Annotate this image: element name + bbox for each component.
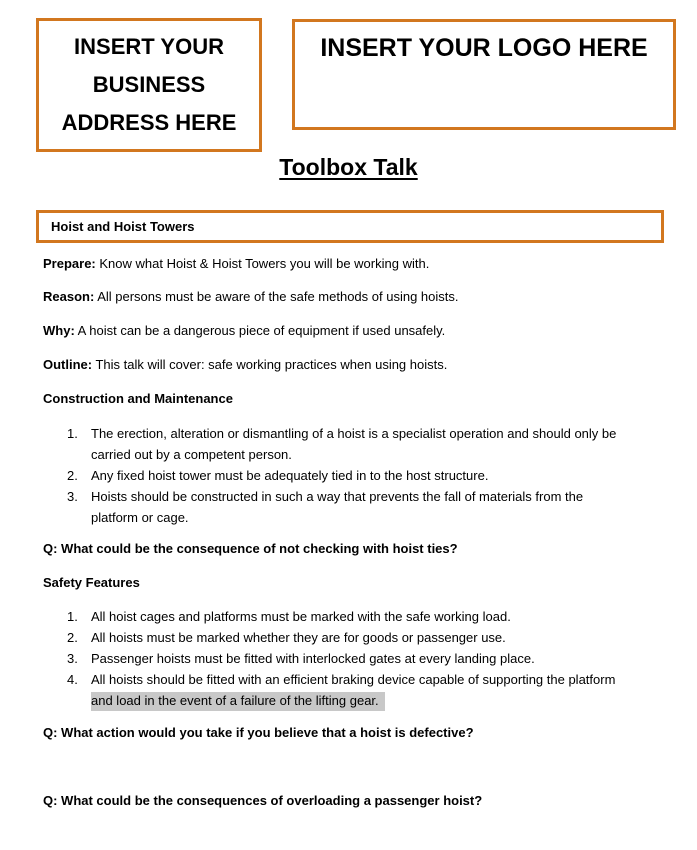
address-line: ADDRESS HERE xyxy=(61,110,237,135)
document-title: Toolbox Talk xyxy=(279,154,418,180)
highlighted-text: and load in the event of a failure of the lifting gear. xyxy=(91,692,385,711)
paragraph-text: All persons must be aware of the safe methods of using hoists. xyxy=(94,289,459,304)
list-item xyxy=(43,627,653,648)
list-number: 2. xyxy=(67,630,78,645)
list-item xyxy=(43,606,653,627)
section-heading-construction: Construction and Maintenance xyxy=(43,391,233,406)
list-number: 1. xyxy=(67,609,78,624)
list-item-text: All hoist cages and platforms must be marked with the safe working load. xyxy=(91,609,511,624)
logo-placeholder-text: INSERT YOUR LOGO HERE xyxy=(320,34,648,62)
paragraph-text: A hoist can be a dangerous piece of equipment if used unsafely. xyxy=(74,323,446,338)
list-item xyxy=(43,486,653,528)
list-item-text: All hoists should be fitted with an efficient braking device capable of supporting the platform xyxy=(91,672,616,687)
address-line: BUSINESS xyxy=(92,72,206,97)
document-title-row xyxy=(0,154,697,181)
question-overloading: Q: What could be the consequences of overloading a passenger hoist? xyxy=(43,793,483,808)
list-item xyxy=(43,669,653,711)
logo-placeholder-box xyxy=(292,19,676,130)
list-number: 3. xyxy=(67,651,78,666)
list-item-text: Passenger hoists must be fitted with interlocked gates at every landing place. xyxy=(91,651,535,666)
business-address-box xyxy=(36,18,262,152)
paragraph-text: This talk will cover: safe working practices when using hoists. xyxy=(92,357,448,372)
list-number: 1. xyxy=(67,426,78,441)
question-defective-hoist: Q: What action would you take if you believe that a hoist is defective? xyxy=(43,725,474,740)
list-item-text: Any fixed hoist tower must be adequately tied in to the host structure. xyxy=(91,468,489,483)
list-item xyxy=(43,465,653,486)
question-hoist-ties: Q: What could be the consequence of not checking with hoist ties? xyxy=(43,541,458,556)
list-number: 2. xyxy=(67,468,78,483)
paragraph-label: Prepare: xyxy=(43,256,96,271)
construction-list xyxy=(43,423,653,528)
paragraph-label: Reason: xyxy=(43,289,95,304)
list-item-text: All hoists must be marked whether they are for goods or passenger use. xyxy=(91,630,506,645)
outline-paragraph xyxy=(43,356,447,374)
address-line: INSERT YOUR xyxy=(74,34,224,59)
subject-box xyxy=(36,210,664,243)
prepare-paragraph xyxy=(43,255,429,273)
list-item-text: carried out by a competent person. xyxy=(91,447,292,462)
subject-text: Hoist and Hoist Towers xyxy=(51,219,195,234)
paragraph-label: Outline: xyxy=(43,357,93,372)
list-item-text: Hoists should be constructed in such a way that prevents the fall of materials from the xyxy=(91,489,584,504)
list-item xyxy=(43,423,653,465)
list-number: 4. xyxy=(67,672,78,687)
safety-features-list xyxy=(43,606,653,711)
list-item xyxy=(43,648,653,669)
list-item-text: The erection, alteration or dismantling of a hoist is a specialist operation and should only be xyxy=(91,426,617,441)
paragraph-text: Know what Hoist & Hoist Towers you will be working with. xyxy=(95,256,430,271)
paragraph-label: Why: xyxy=(43,323,75,338)
why-paragraph xyxy=(43,322,445,340)
list-item-text: platform or cage. xyxy=(91,510,189,525)
reason-paragraph xyxy=(43,288,459,306)
section-heading-safety: Safety Features xyxy=(43,575,140,590)
list-number: 3. xyxy=(67,489,78,504)
